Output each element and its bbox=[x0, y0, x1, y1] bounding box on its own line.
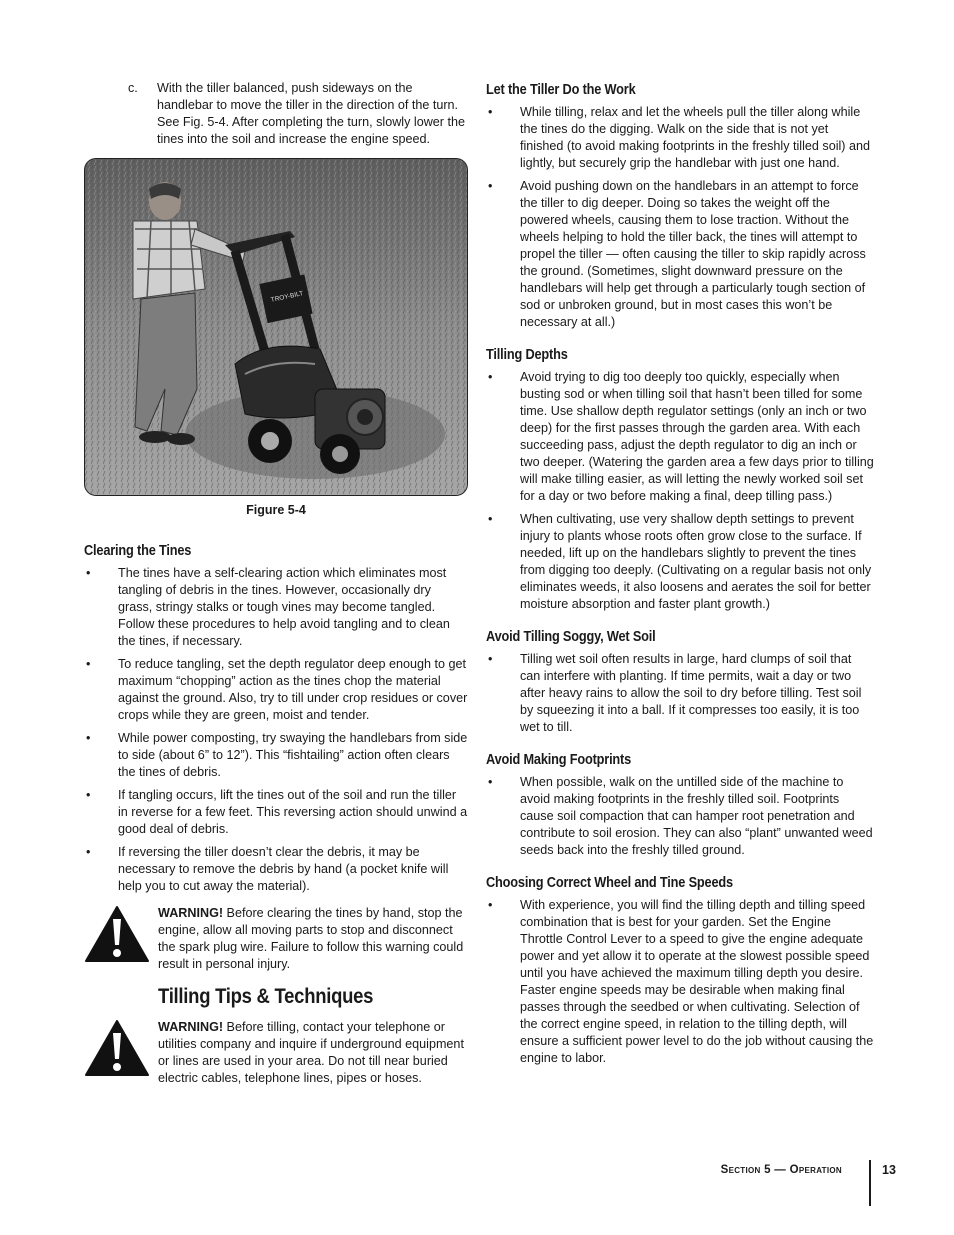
list-item-text: Avoid pushing down on the handlebars in an attempt to force the tiller to dig deeper. Doing so takes the weight off the powered wheels, causing them to lose traction. Without the wheels helping to hold the tiller back, the tines will attempt to propel the tiller — often causing the tiller to skip rapidly across the ground. (Sometimes, slight downward pressure on the handlebars will help get through a particularly tough section of sod or unbroken ground, but in most cases this won’t be necessary at all.) bbox=[520, 179, 866, 329]
list-item-text: The tines have a self-clearing action which eliminates most tangling of debris in the tines. However, occasionally dry grass, stringy stalks or tough vines may become tangled. Follow these procedures to help avoid tangling and to clean the tines, if necessary. bbox=[118, 566, 450, 648]
bullet-dot: • bbox=[86, 657, 91, 671]
warning-underground bbox=[84, 1019, 468, 1087]
list-item-text: If reversing the tiller doesn’t clear the debris, it may be necessary to remove the debris by hand (a pocket knife will help you to cut away the material). bbox=[118, 845, 449, 893]
tiller-photo-illustration bbox=[85, 159, 467, 495]
list-item bbox=[486, 651, 874, 736]
warning-label: WARNING! bbox=[158, 1020, 224, 1034]
list-item bbox=[84, 565, 468, 650]
soggy-soil-list bbox=[486, 651, 874, 736]
step-text: With the tiller balanced, push sideways on the handlebar to move the tiller in the direction of the turn. See Fig. 5-4. After completing the turn, slowly lower the tines into the soil and increase the engine speed. bbox=[157, 81, 465, 146]
list-item bbox=[486, 511, 874, 613]
let-tiller-list bbox=[486, 104, 874, 331]
tilling-depths-list bbox=[486, 369, 874, 613]
list-item-text: When possible, walk on the untilled side of the machine to avoid making footprints in the freshly tilled soil. Footprints cause soil compaction that can hamper root penetration and contribute to soil erosion. They can also “plant” unwanted weed seeds back into the freshly tilled ground. bbox=[520, 775, 873, 857]
heading-avoid-footprints: Avoid Making Footprints bbox=[486, 752, 632, 768]
heading-tilling-depths: Tilling Depths bbox=[486, 347, 568, 363]
list-item bbox=[486, 104, 874, 172]
step-marker: c. bbox=[128, 81, 138, 95]
bullet-dot: • bbox=[488, 652, 493, 666]
warning-triangle-icon bbox=[84, 905, 150, 968]
bullet-dot: • bbox=[488, 898, 493, 912]
list-item bbox=[486, 178, 874, 331]
bullet-dot: • bbox=[488, 179, 493, 193]
list-item bbox=[486, 897, 874, 1067]
list-item-text: To reduce tangling, set the depth regulator deep enough to get maximum “chopping” action as the tines chop the material against the ground. Also, try to till under crop residues or cover crops while they are green, moist and tender. bbox=[118, 657, 468, 722]
list-item bbox=[84, 787, 468, 838]
list-item-text: If tangling occurs, lift the tines out of the soil and run the tiller in reverse for a few feet. This reversing action should unwind a good deal of debris. bbox=[118, 788, 468, 836]
footer-divider bbox=[869, 1160, 871, 1206]
list-item bbox=[84, 730, 468, 781]
bullet-dot: • bbox=[488, 775, 493, 789]
footer-section-label: Section 5 — Operation bbox=[720, 1164, 842, 1176]
clearing-tines-list bbox=[84, 565, 468, 895]
list-item-text: While power composting, try swaying the handlebars from side to side (about 6” to 12”). This “fishtailing” action often clears the tines of debris. bbox=[118, 731, 468, 779]
left-column bbox=[84, 80, 468, 1087]
list-item bbox=[84, 844, 468, 895]
heading-wheel-tine-speeds: Choosing Correct Wheel and Tine Speeds bbox=[486, 875, 733, 891]
bullet-dot: • bbox=[86, 788, 91, 802]
section-title: Tilling Tips & Techniques bbox=[158, 985, 374, 1008]
warning-text bbox=[158, 905, 468, 973]
bullet-dot: • bbox=[488, 512, 493, 526]
right-column bbox=[486, 82, 874, 1073]
list-item-text: Tilling wet soil often results in large, hard clumps of soil that can interfere with planting. If time permits, wait a day or two after heavy rains to allow the soil to dry before tilling. Test soil by squeezing it into a ball. If it compresses too easily, it is too wet to till. bbox=[520, 652, 862, 734]
heading-clearing-tines: Clearing the Tines bbox=[84, 543, 192, 559]
bullet-dot: • bbox=[488, 370, 493, 384]
bullet-dot: • bbox=[86, 845, 91, 859]
warning-text bbox=[158, 1019, 468, 1087]
footprints-list bbox=[486, 774, 874, 859]
bullet-dot: • bbox=[86, 566, 91, 580]
list-item bbox=[486, 774, 874, 859]
bullet-dot: • bbox=[86, 731, 91, 745]
list-item-text: Avoid trying to dig too deeply too quickly, especially when busting sod or when tilling soil that hasn’t been tilled for some time. Use shallow depth regulator settings (only an inch or two deep) for the first passes through the garden area. With each succeeding pass, adjust the depth regulator to dig an inch or two deeper. (Watering the garden area a few days prior to tilling will make tilling easier, as will letting the newly worked soil set for a day or two before making a final, deep tilling pass.) bbox=[520, 370, 874, 503]
warning-label: WARNING! bbox=[158, 906, 224, 920]
page-footer bbox=[0, 1160, 954, 1210]
warning-triangle-icon bbox=[84, 1019, 150, 1082]
warning-clearing bbox=[84, 905, 468, 973]
brand-label: TROY-BILT bbox=[270, 290, 304, 304]
list-item bbox=[84, 656, 468, 724]
list-item-text: With experience, you will find the tilling depth and tilling speed combination that is best for your garden. Set the Engine Throttle Control Lever to a speed to give the engine adequate power and yet allow it to operate at the slowest possible speed until you have achieved the maximum tilling depth you desire. Faster engine speeds may be desirable when making final passes through the seedbed or when cultivating. Selection of the correct engine speed, in relation to the tilling depth, will ensure a sufficient power level to do the job without causing the engine to labor. bbox=[520, 898, 874, 1065]
figure-caption: Figure 5-4 bbox=[246, 503, 306, 517]
list-item bbox=[486, 369, 874, 505]
bullet-dot: • bbox=[488, 105, 493, 119]
heading-avoid-soggy-soil: Avoid Tilling Soggy, Wet Soil bbox=[486, 629, 656, 645]
list-item-text: When cultivating, use very shallow depth settings to prevent injury to plants whose roots often grow close to the surface. If needed, lift up on the handlebars slightly to prevent the tines from digging too deeply. (Cultivating on a regular basis not only eliminates weeds, it also loosens and aerates the soil for better moisture absorption and faster plant growth.) bbox=[520, 512, 872, 611]
figure-5-4-photo bbox=[84, 158, 468, 496]
step-c bbox=[128, 80, 468, 148]
heading-let-tiller-work: Let the Tiller Do the Work bbox=[486, 82, 636, 98]
warning-body: Before tilling, contact your telephone or utilities company and inquire if underground equipment or lines are used in your area. Do not till near buried electric cables, telephone lines, pipes or hoses. bbox=[158, 1020, 464, 1085]
speeds-list bbox=[486, 897, 874, 1067]
warning-body: Before clearing the tines by hand, stop the engine, allow all moving parts to stop and disconnect the spark plug wire. Failure to follow this warning could result in personal injury. bbox=[158, 906, 464, 971]
list-item-text: While tilling, relax and let the wheels pull the tiller along while the tines do the digging. Walk on the side that is not yet finished (to avoid making footprints in the freshly tilled soil) and lightly, but securely grip the handlebar with just one hand. bbox=[520, 105, 871, 170]
page-number: 13 bbox=[882, 1163, 896, 1177]
